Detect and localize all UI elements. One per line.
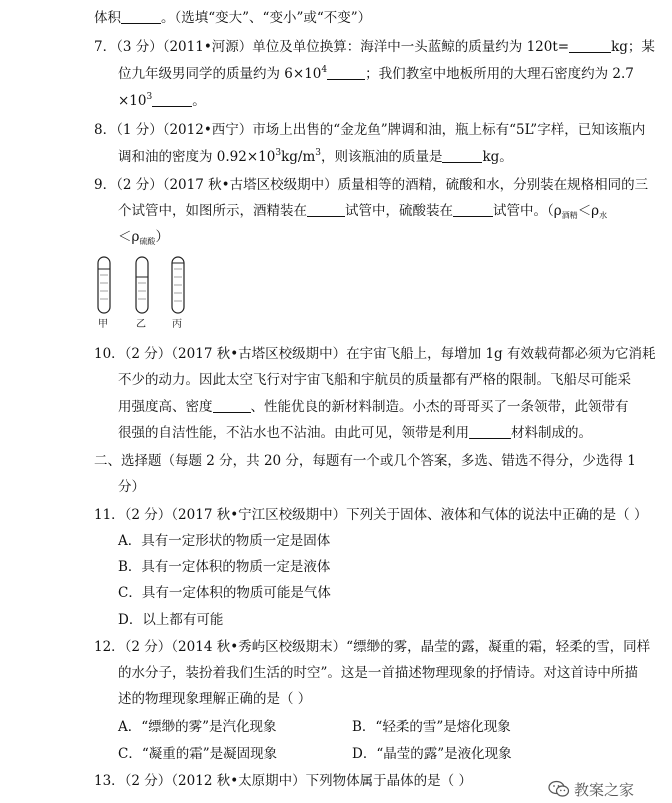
answer-blank — [327, 65, 365, 80]
q11-stem: 11．（2 分）（2017 秋•宁江区校级期中）下列关于固体、液体和气体的说法中正确的是（ ） — [94, 507, 648, 523]
q12-option-c: C．“凝重的霜”是凝固现象 — [118, 746, 278, 762]
section-heading: 二、选择题（每题 2 分，共 20 分，每题有一个或几个答案，多选、错选不得分，少选得 1 — [94, 453, 636, 469]
q13-stem: 13．（2 分）（2012 秋•太原期中）下列物体属于晶体的是（ ） — [94, 773, 472, 789]
tube-label-c: 丙 — [172, 319, 182, 330]
q9-line-1: 9．（2 分）（2017 秋•古塔区校级期中）质量相等的酒精，硫酸和水，分别装在规格相同的三 — [94, 177, 649, 193]
q10-line-2: 不少的动力。因此太空飞行对宇宙飞船和宇航员的质量都有严格的限制。飞船尽可能采 — [118, 372, 631, 388]
q12-line-1: 12．（2 分）（2014 秋•秀屿区校级期末）“缥缈的雾，晶莹的露，凝重的霜，轻柔的雪，同样 — [94, 639, 651, 655]
q9-line-3: $<\rho_{硫酸}$） — [118, 229, 169, 246]
watermark-text: 教案之家 — [574, 780, 635, 799]
answer-blank — [469, 424, 511, 439]
q10-line-3: 用强度高、密度 、性能优良的新材料制造。小杰的哥哥买了一条领带，此领带有 — [118, 399, 629, 415]
q12-line-3: 述的物理现象理解正确的是（ ） — [118, 691, 312, 707]
q11-option-d: D．以上都有可能 — [118, 612, 224, 628]
answer-blank — [213, 398, 251, 413]
q6-tail-line: 体积 。（选填“变大”、“变小”或“不变”） — [94, 10, 372, 26]
q7-line-2: 位九年级男同学的质量约为 $6\times 10^4$ ；我们教室中地板所用的大理石密度约为 2.7 — [118, 65, 634, 82]
tube-c — [172, 257, 184, 313]
section-heading-cont: 分） — [118, 479, 145, 495]
wechat-icon — [548, 780, 570, 798]
tube-a — [98, 257, 110, 313]
tube-b — [136, 257, 148, 313]
q7-line-3: $\times 10^3$ 。 — [118, 92, 206, 109]
q12-option-b: B．“轻柔的雪”是熔化现象 — [352, 719, 511, 735]
q10-line-4: 很强的自洁性能，不沾水也不沾油。由此可见，领带是利用 材料制成的。 — [118, 425, 592, 441]
q11-option-a: A．具有一定形状的物质一定是固体 — [118, 533, 331, 549]
q8-line-1: 8．（1 分）（2012•西宁）市场上出售的“金龙鱼”牌调和油，瓶上标有“5L”字样，已知该瓶内 — [94, 122, 646, 138]
answer-blank — [152, 92, 192, 107]
watermark — [548, 778, 634, 800]
answer-blank — [453, 202, 493, 217]
q11-option-b: B．具有一定体积的物质一定是液体 — [118, 559, 331, 575]
q10-line-1: 10．（2 分）（2017 秋•古塔区校级期中）在宇宙飞船上，每增加 1g 有效载荷都必须为它消耗 — [94, 346, 656, 362]
answer-blank — [307, 202, 345, 217]
q9-line-2: 个试管中，如图所示，酒精装在 试管中，硫酸装在 试管中。（$\rho_{酒精}<\rho_水$ — [118, 203, 608, 220]
tube-label-b: 乙 — [136, 319, 146, 330]
q8-line-2: 调和油的密度为 $0.92\times 10^3kg/m^3$，则该瓶油的质量是 kg。 — [118, 148, 513, 165]
q12-option-a: A．“缥缈的雾”是汽化现象 — [118, 719, 277, 735]
q12-option-d: D．“晶莹的露”是液化现象 — [352, 746, 512, 762]
answer-blank — [121, 9, 161, 24]
tube-label-a: 甲 — [98, 319, 108, 330]
q12-line-2: 的水分子，装扮着我们生活的时空”。这是一首描述物理现象的抒情诗。对这首诗中所描 — [118, 665, 638, 681]
q7-line-1: 7．（3 分）（2011•河源）单位及单位换算：海洋中一头蓝鲸的质量约为 120t= kg；某 — [94, 39, 655, 55]
answer-blank — [442, 148, 482, 163]
answer-blank — [569, 38, 611, 53]
test-tubes-drawing — [92, 255, 192, 319]
q11-option-c: C．具有一定体积的物质可能是气体 — [118, 585, 331, 601]
test-tubes-figure — [92, 255, 192, 333]
